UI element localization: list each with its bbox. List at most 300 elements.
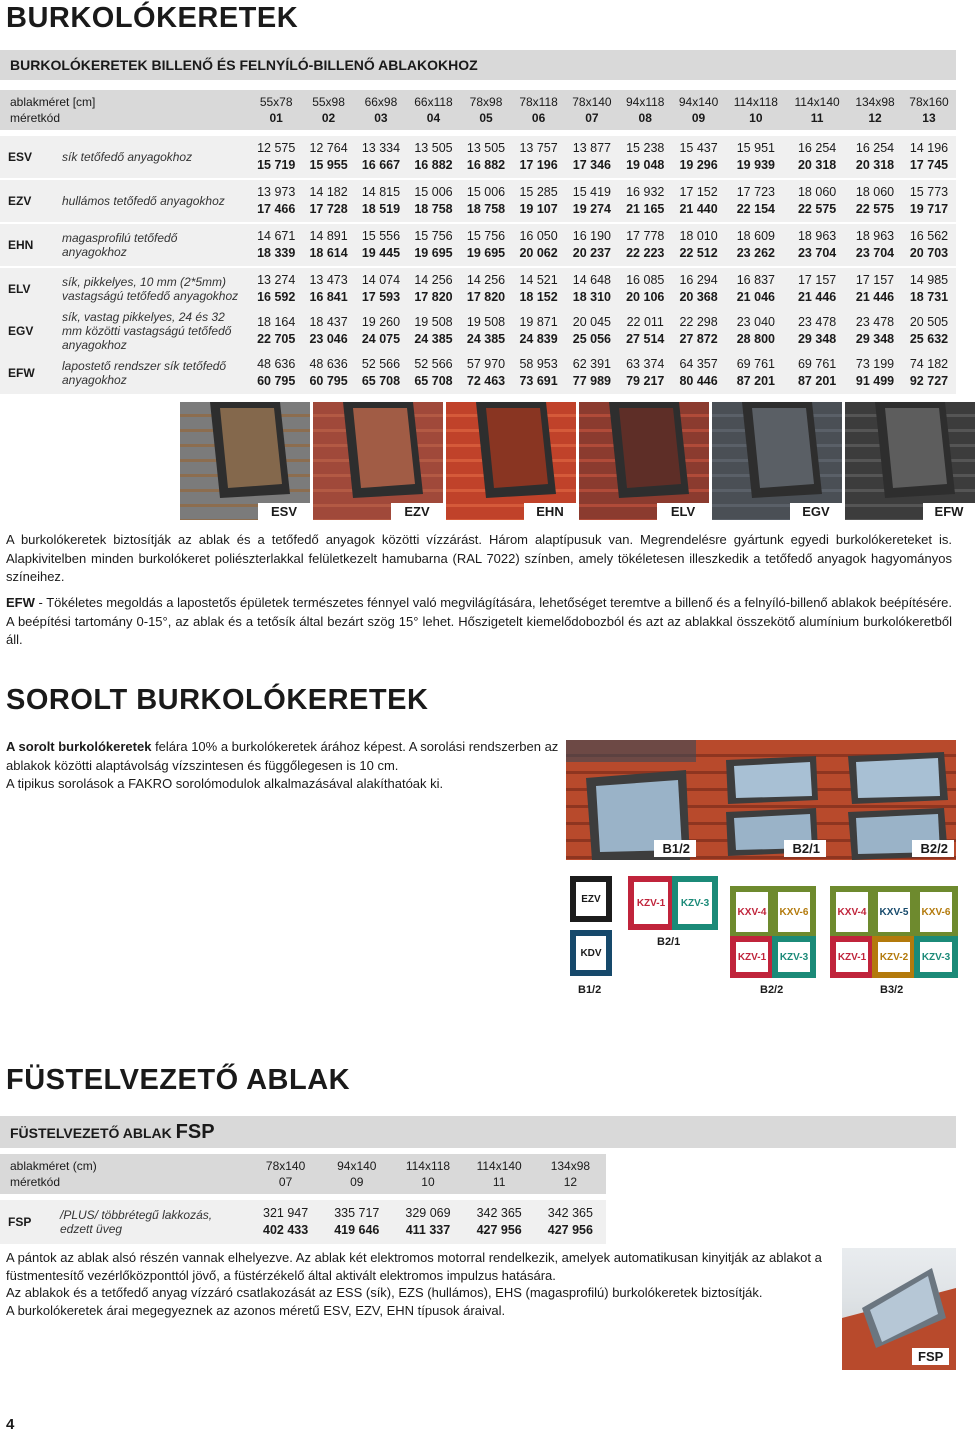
price-bottom: 92 727	[909, 374, 949, 388]
size-code: 01	[269, 111, 283, 125]
price-top: 17 152	[679, 185, 718, 199]
price-bottom: 19 048	[626, 158, 665, 172]
price-top: 16 294	[679, 273, 718, 287]
row-code: EFW	[0, 352, 62, 394]
fsp-paragraph	[6, 1249, 826, 1319]
sorolt-label-b22: B2/2	[912, 840, 954, 857]
price-top: 69 761	[736, 357, 775, 371]
price-top: 23 040	[736, 315, 775, 329]
price-cell	[512, 268, 565, 310]
price-cell	[902, 136, 956, 178]
photo-label: ELV	[657, 503, 709, 520]
price-top: 13 274	[257, 273, 296, 287]
price-bottom: 87 201	[797, 374, 837, 388]
price-bottom: 20 318	[797, 158, 837, 172]
price-top: 15 006	[414, 185, 453, 199]
price-cell	[250, 1200, 321, 1244]
photo-ehn	[446, 402, 576, 520]
photo-label: EHN	[524, 503, 576, 520]
price-cell	[672, 224, 726, 266]
fsp-code-label: méretkód	[10, 1175, 61, 1189]
table-row-fsp	[0, 1200, 606, 1244]
price-cell	[302, 310, 354, 352]
price-bottom: 23 262	[736, 246, 775, 260]
price-bottom: 80 446	[679, 374, 718, 388]
row-description: magasprofilú tetőfedő anyagokhoz	[62, 224, 250, 266]
size-label: 94x118	[625, 95, 665, 109]
price-bottom: 24 385	[414, 332, 453, 346]
section-subtitle-text: BURKOLÓKERETEK BILLENŐ ÉS FELNYÍLÓ-BILLENŐ ABLAKOKHOZ	[10, 57, 478, 73]
size-label: 114x140	[476, 1159, 522, 1173]
price-top: 13 505	[414, 141, 453, 155]
price-bottom: 24 385	[466, 332, 506, 346]
price-bottom: 16 882	[414, 158, 453, 172]
price-top: 13 334	[361, 141, 401, 155]
price-bottom: 72 463	[466, 374, 506, 388]
price-bottom: 65 708	[414, 374, 453, 388]
price-bottom: 20 106	[626, 290, 665, 304]
price-top: 14 815	[361, 185, 401, 199]
size-header	[302, 90, 354, 130]
price-top: 15 756	[466, 229, 506, 243]
size-header	[565, 90, 619, 130]
price-top: 18 963	[797, 229, 837, 243]
price-cell	[726, 224, 787, 266]
price-top: 16 085	[626, 273, 665, 287]
price-cell	[848, 310, 902, 352]
price-top: 14 985	[909, 273, 949, 287]
price-bottom: 16 841	[309, 290, 348, 304]
price-bottom: 18 758	[466, 202, 506, 216]
module-kzv3-b: KZV-3	[772, 936, 816, 978]
price-top: 15 285	[519, 185, 558, 199]
price-cell	[355, 310, 407, 352]
price-cell	[902, 268, 956, 310]
price-top: 15 437	[679, 141, 718, 155]
price-cell	[407, 224, 460, 266]
price-cell	[407, 352, 460, 394]
price-top: 22 298	[679, 315, 718, 329]
price-top: 13 505	[466, 141, 506, 155]
fsp-size-header	[250, 1154, 321, 1194]
price-cell	[392, 1200, 463, 1244]
price-cell	[619, 268, 672, 310]
fsp-text-2: Az ablakok és a tetőfedő anyag vízzáró csatlakozását az ESS (sík), EZS (hullámos), EHS (magasprofilú) burkolókeretek biztosítják.	[6, 1285, 763, 1300]
price-bottom: 60 795	[257, 374, 296, 388]
price-bottom: 18 310	[572, 290, 612, 304]
size-label: 78x160	[909, 95, 949, 109]
price-cell	[672, 136, 726, 178]
price-bottom: 24 839	[519, 332, 558, 346]
sorolt-label-b21: B2/1	[784, 840, 826, 857]
size-label: 78x118	[519, 95, 558, 109]
price-bottom: 25 632	[909, 332, 949, 346]
price-top: 15 756	[414, 229, 453, 243]
fsp-size-header	[392, 1154, 463, 1194]
price-bottom: 21 046	[736, 290, 775, 304]
size-code: 08	[638, 111, 652, 125]
table-row-egv	[0, 310, 956, 352]
sorolt-text-2: A tipikus sorolások a FAKRO sorolómodulok alkalmazásával alakíthatóak ki.	[6, 776, 444, 791]
price-top: 14 196	[909, 141, 949, 155]
size-code: 07	[585, 111, 599, 125]
photo-esv	[180, 402, 310, 520]
price-cell	[250, 224, 302, 266]
price-bottom: 402 433	[263, 1223, 309, 1237]
price-top: 15 556	[361, 229, 401, 243]
price-bottom: 17 466	[257, 202, 296, 216]
table-row-ezv	[0, 180, 956, 222]
price-top: 74 182	[909, 357, 949, 371]
price-top: 17 157	[855, 273, 895, 287]
price-cell	[786, 224, 848, 266]
size-header	[407, 90, 460, 130]
price-top: 17 723	[736, 185, 775, 199]
price-cell	[302, 268, 354, 310]
price-top: 19 508	[414, 315, 453, 329]
price-bottom: 17 728	[309, 202, 348, 216]
photo-elv	[579, 402, 709, 520]
price-top: 52 566	[414, 357, 453, 371]
price-bottom: 19 939	[736, 158, 775, 172]
module-kxv6-a: KXV-6	[772, 886, 816, 938]
price-top: 18 609	[736, 229, 775, 243]
price-cell	[672, 352, 726, 394]
size-header	[902, 90, 956, 130]
price-bottom: 16 592	[257, 290, 296, 304]
size-code: 03	[374, 111, 388, 125]
module-kzv2: KZV-2	[872, 936, 916, 978]
price-bottom: 16 882	[466, 158, 506, 172]
row-code: FSP	[0, 1200, 60, 1244]
price-top: 12 575	[257, 141, 296, 155]
row-code: ESV	[0, 136, 62, 178]
price-cell	[460, 310, 512, 352]
price-cell	[302, 136, 354, 178]
price-cell	[726, 136, 787, 178]
photo-label: EZV	[391, 503, 443, 520]
price-bottom: 20 703	[909, 246, 949, 260]
price-cell	[726, 268, 787, 310]
price-bottom: 17 820	[466, 290, 506, 304]
price-cell	[460, 180, 512, 222]
price-cell	[407, 136, 460, 178]
size-label: 78x98	[469, 95, 503, 109]
module-kzv1-b: KZV-1	[730, 936, 774, 978]
price-bottom: 21 446	[855, 290, 895, 304]
size-code: 11	[810, 111, 824, 125]
price-top: 18 060	[797, 185, 837, 199]
price-top: 19 508	[466, 315, 506, 329]
price-bottom: 28 800	[736, 332, 775, 346]
size-label: 114x118	[733, 95, 778, 109]
price-top: 16 254	[797, 141, 837, 155]
row-description: /PLUS/ többrétegű lakkozás, edzett üveg	[60, 1200, 250, 1244]
price-cell	[355, 224, 407, 266]
price-top: 14 256	[414, 273, 453, 287]
price-top: 22 011	[626, 315, 664, 329]
fsp-size-header	[321, 1154, 392, 1194]
size-label: 66x98	[364, 95, 398, 109]
table-row-elv	[0, 268, 956, 310]
price-cell	[250, 310, 302, 352]
price-cell	[302, 352, 354, 394]
sorolt-text-1: felára 10% a burkolókeretek árához képest. A sorolási rendszerben az ablakok közötti alaptávolság vízszintesen és függőlegesen is 10 cm.	[6, 739, 559, 773]
module-kxv5: KXV-5	[872, 886, 916, 938]
price-cell	[848, 352, 902, 394]
price-top: 329 069	[405, 1206, 451, 1220]
price-cell	[355, 180, 407, 222]
price-top: 23 478	[797, 315, 837, 329]
module-kdv: KDV	[570, 930, 612, 976]
price-cell	[407, 310, 460, 352]
photo-label: ESV	[258, 503, 310, 520]
price-top: 16 837	[736, 273, 775, 287]
price-bottom: 16 667	[361, 158, 401, 172]
price-top: 14 182	[309, 185, 348, 199]
price-bottom: 17 196	[519, 158, 558, 172]
price-bottom: 19 695	[414, 246, 453, 260]
price-bottom: 18 731	[909, 290, 949, 304]
size-label: 55x78	[259, 95, 293, 109]
price-bottom: 18 758	[414, 202, 453, 216]
price-cell	[355, 268, 407, 310]
price-cell	[460, 136, 512, 178]
sorolt-label-b12: B1/2	[654, 840, 696, 857]
price-top: 15 419	[572, 185, 612, 199]
price-top: 13 877	[572, 141, 612, 155]
price-top: 16 254	[855, 141, 895, 155]
price-bottom: 15 955	[309, 158, 348, 172]
price-bottom: 18 614	[309, 246, 348, 260]
price-top: 16 050	[519, 229, 558, 243]
size-label: 94x140	[337, 1159, 377, 1173]
price-cell	[619, 180, 672, 222]
size-code: 09	[350, 1175, 364, 1189]
page-title: BURKOLÓKERETEK	[6, 2, 299, 34]
price-bottom: 22 223	[626, 246, 665, 260]
row-description: sík, pikkelyes, 10 mm (2*5mm) vastagságú tetőfedő anyagokhoz	[62, 268, 250, 310]
row-code: EHN	[0, 224, 62, 266]
price-top: 19 260	[361, 315, 401, 329]
price-bottom: 18 519	[361, 202, 401, 216]
price-bottom: 23 046	[309, 332, 348, 346]
price-bottom: 17 346	[572, 158, 612, 172]
fsp-title: FÜSTELVEZETŐ ABLAK	[6, 1064, 351, 1096]
fsp-price-table	[0, 1154, 606, 1244]
price-bottom: 20 368	[679, 290, 718, 304]
price-top: 48 636	[257, 357, 296, 371]
price-cell	[512, 310, 565, 352]
price-cell	[786, 310, 848, 352]
price-bottom: 73 691	[519, 374, 558, 388]
price-top: 18 963	[855, 229, 895, 243]
price-top: 17 157	[797, 273, 837, 287]
price-bottom: 22 512	[679, 246, 718, 260]
size-code: 05	[479, 111, 493, 125]
price-top: 14 521	[519, 273, 558, 287]
price-bottom: 87 201	[736, 374, 775, 388]
size-label: 114x140	[794, 95, 840, 109]
size-label: 134x98	[855, 95, 895, 109]
price-bottom: 19 296	[679, 158, 718, 172]
price-bottom: 21 446	[797, 290, 837, 304]
price-bottom: 91 499	[855, 374, 895, 388]
fsp-size-header	[535, 1154, 606, 1194]
price-bottom: 21 440	[679, 202, 718, 216]
price-cell	[619, 352, 672, 394]
page-number: 4	[6, 1416, 15, 1433]
price-cell	[672, 268, 726, 310]
row-description: hullámos tetőfedő anyagokhoz	[62, 180, 250, 222]
row-description: lapostető rendszer sík tetőfedő anyagokhoz	[62, 352, 250, 394]
photo-efw	[845, 402, 975, 520]
price-top: 14 256	[466, 273, 506, 287]
module-kzv1-c: KZV-1	[830, 936, 874, 978]
size-code: 04	[426, 111, 441, 125]
price-top: 15 006	[466, 185, 506, 199]
header-code-label: méretkód	[10, 111, 61, 125]
price-bottom: 427 956	[547, 1223, 593, 1237]
module-ezv: EZV	[570, 876, 612, 922]
price-bottom: 21 165	[626, 202, 665, 216]
price-top: 16 190	[572, 229, 612, 243]
price-bottom: 411 337	[405, 1223, 451, 1237]
price-bottom: 25 056	[572, 332, 612, 346]
size-code: 10	[421, 1175, 435, 1189]
price-bottom: 19 695	[466, 246, 506, 260]
price-bottom: 23 704	[855, 246, 895, 260]
price-top: 14 074	[361, 273, 401, 287]
price-cell	[302, 224, 354, 266]
sorolt-title: SOROLT BURKOLÓKERETEK	[6, 684, 429, 716]
price-cell	[460, 268, 512, 310]
price-top: 13 973	[257, 185, 296, 199]
section-subtitle	[0, 50, 956, 80]
size-header	[250, 90, 302, 130]
price-bottom: 27 514	[626, 332, 665, 346]
size-label: 114x118	[405, 1159, 451, 1173]
fsp-subtitle	[0, 1116, 956, 1148]
price-bottom: 22 575	[797, 202, 837, 216]
price-top: 20 045	[572, 315, 612, 329]
size-code: 09	[691, 111, 706, 125]
size-code: 12	[563, 1175, 578, 1189]
price-cell	[848, 180, 902, 222]
photo-label: EGV	[790, 503, 842, 520]
price-cell	[726, 310, 787, 352]
price-cell	[535, 1200, 606, 1244]
price-bottom: 15 719	[257, 158, 296, 172]
fsp-size-label: ablakméret (cm)	[10, 1159, 97, 1173]
price-bottom: 419 646	[334, 1223, 380, 1237]
price-top: 19 871	[519, 315, 558, 329]
price-bottom: 19 445	[361, 246, 401, 260]
price-bottom: 427 956	[476, 1223, 522, 1237]
price-cell	[460, 352, 512, 394]
price-top: 16 562	[909, 229, 949, 243]
efw-label: EFW	[6, 595, 35, 610]
price-cell	[565, 352, 619, 394]
module-kxv6-b: KXV-6	[914, 886, 958, 938]
price-cell	[848, 136, 902, 178]
price-bottom: 22 575	[855, 202, 895, 216]
price-cell	[250, 268, 302, 310]
price-top: 18 010	[679, 229, 718, 243]
price-top: 15 238	[626, 141, 665, 155]
price-top: 342 365	[547, 1206, 593, 1220]
price-cell	[848, 224, 902, 266]
size-header	[672, 90, 726, 130]
price-cell	[848, 268, 902, 310]
size-header	[512, 90, 565, 130]
module-kzv1-a: KZV-1	[628, 876, 674, 930]
fsp-header-label	[0, 1154, 250, 1194]
price-bottom: 29 348	[855, 332, 895, 346]
fsp-text-1: A pántok az ablak alsó részén vannak elhelyezve. Az ablak két elektromos motorral rendelkezik, amelyek automatikusan kinyitják az ablakot a füstmentesítő vezérlőközponttól jövő, a füstérzékelő által aktivált elektromos impulzus hatására.	[6, 1250, 822, 1283]
price-cell	[512, 224, 565, 266]
price-top: 342 365	[476, 1206, 522, 1220]
price-top: 335 717	[334, 1206, 380, 1220]
fsp-subtitle-code: FSP	[175, 1121, 215, 1143]
price-top: 63 374	[626, 357, 665, 371]
price-bottom: 19 107	[519, 202, 558, 216]
price-cell	[565, 180, 619, 222]
price-top: 64 357	[679, 357, 718, 371]
price-bottom: 77 989	[572, 374, 612, 388]
price-top: 52 566	[361, 357, 401, 371]
price-bottom: 22 705	[257, 332, 296, 346]
price-cell	[902, 224, 956, 266]
price-cell	[512, 180, 565, 222]
price-cell	[407, 268, 460, 310]
size-code: 06	[531, 111, 546, 125]
label-b21: B2/1	[657, 936, 681, 948]
size-code: 10	[749, 111, 763, 125]
price-cell	[902, 310, 956, 352]
price-top: 18 164	[257, 315, 296, 329]
size-code: 12	[868, 111, 882, 125]
price-cell	[355, 352, 407, 394]
module-kzv3-c: KZV-3	[914, 936, 958, 978]
price-bottom: 24 075	[361, 332, 401, 346]
price-top: 58 953	[519, 357, 558, 371]
price-top: 18 437	[309, 315, 348, 329]
price-top: 48 636	[309, 357, 348, 371]
price-cell	[672, 180, 726, 222]
size-header	[848, 90, 902, 130]
size-header	[460, 90, 512, 130]
size-label: 134x98	[550, 1159, 591, 1173]
price-cell	[464, 1200, 535, 1244]
price-top: 73 199	[855, 357, 895, 371]
size-code: 13	[922, 111, 936, 125]
fsp-photo-label: FSP	[912, 1348, 949, 1365]
price-bottom: 19 717	[909, 202, 949, 216]
efw-paragraph	[6, 594, 952, 650]
price-top: 15 773	[909, 185, 949, 199]
price-top: 14 891	[309, 229, 348, 243]
price-bottom: 22 154	[736, 202, 775, 216]
price-cell	[786, 352, 848, 394]
price-bottom: 20 318	[855, 158, 895, 172]
price-cell	[565, 136, 619, 178]
sorolt-bold: A sorolt burkolókeretek	[6, 739, 152, 754]
row-description: sík, vastag pikkelyes, 24 és 32 mm közötti vastagságú tetőfedő anyagokhoz	[62, 310, 250, 352]
table-row-esv	[0, 136, 956, 178]
price-bottom: 79 217	[626, 374, 665, 388]
price-bottom: 17 745	[909, 158, 949, 172]
